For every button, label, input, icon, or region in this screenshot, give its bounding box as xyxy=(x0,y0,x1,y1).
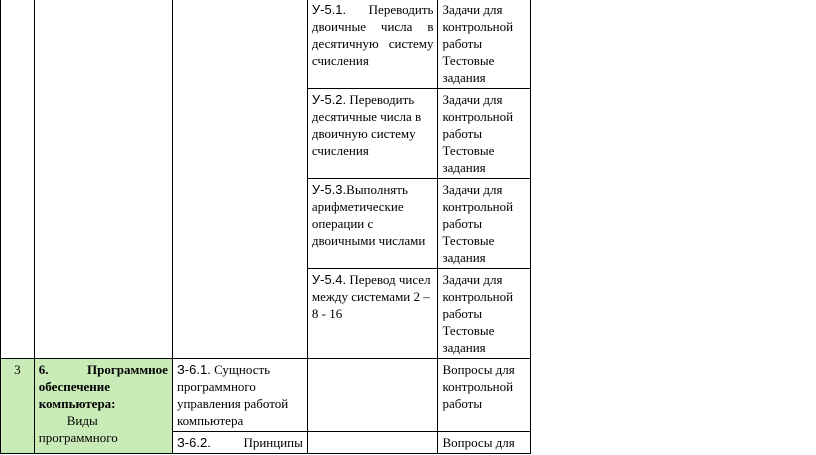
check-text: Задачи для контрольной работы Тестовые задания xyxy=(442,2,514,85)
check-cell xyxy=(438,179,531,269)
check-cell xyxy=(438,432,531,454)
knowledge-cell xyxy=(172,0,307,359)
section-number: 3 xyxy=(14,362,21,377)
check-cell xyxy=(438,359,531,432)
check-text: Задачи для контрольной работы Тестовые задания xyxy=(442,92,514,175)
skill-code: У-5.1. xyxy=(311,2,347,17)
topic-tail: программного xyxy=(38,430,118,445)
check-text: Вопросы для xyxy=(442,435,515,450)
check-cell xyxy=(438,89,531,179)
table-row xyxy=(1,359,531,432)
topic-cell xyxy=(34,0,172,359)
knowledge-text: Сущность программного управления работой компьютера xyxy=(176,362,289,428)
knowledge-code: З-6.1. xyxy=(176,362,211,377)
knowledge-code: З-6.2. xyxy=(176,435,211,450)
skill-text: Переводить десятичные числа в двоичную систему счисления xyxy=(311,92,422,158)
skill-code: У-5.2. xyxy=(311,92,347,107)
skill-text: Выполнять арифметические операции с двоичными числами xyxy=(311,182,426,248)
topic-heading xyxy=(39,361,168,378)
skill-cell xyxy=(307,89,438,179)
check-cell xyxy=(438,0,531,89)
knowledge-cell xyxy=(172,359,307,432)
knowledge-cell xyxy=(172,432,307,454)
skill-text: Перевод чисел между системами 2 – 8 - 16 xyxy=(311,272,431,321)
check-cell xyxy=(438,269,531,359)
knowledge-text: Принципы xyxy=(243,435,303,450)
section-number-cell xyxy=(1,359,35,454)
topic-title-rest: обеспечение компьютера: xyxy=(38,379,116,411)
skill-text: Переводить двоичные числа в десятичную систему счисления xyxy=(311,2,434,68)
skill-cell xyxy=(307,432,438,454)
topic-number: 6. xyxy=(38,362,49,377)
skill-code: У-5.4. xyxy=(311,272,347,287)
topic-word: Программное xyxy=(86,362,168,377)
skill-cell xyxy=(307,359,438,432)
skill-cell xyxy=(307,269,438,359)
check-text: Задачи для контрольной работы Тестовые задания xyxy=(442,182,514,265)
section-number-cell xyxy=(1,0,35,359)
table-row xyxy=(1,0,531,89)
check-text: Задачи для контрольной работы Тестовые задания xyxy=(442,272,514,355)
skill-cell xyxy=(307,0,438,89)
skill-code: У-5.3. xyxy=(311,182,347,197)
topic-subtitle: Виды xyxy=(66,413,98,428)
skill-cell xyxy=(307,179,438,269)
check-text: Вопросы для контрольной работы xyxy=(442,362,515,411)
topic-cell xyxy=(34,359,172,454)
